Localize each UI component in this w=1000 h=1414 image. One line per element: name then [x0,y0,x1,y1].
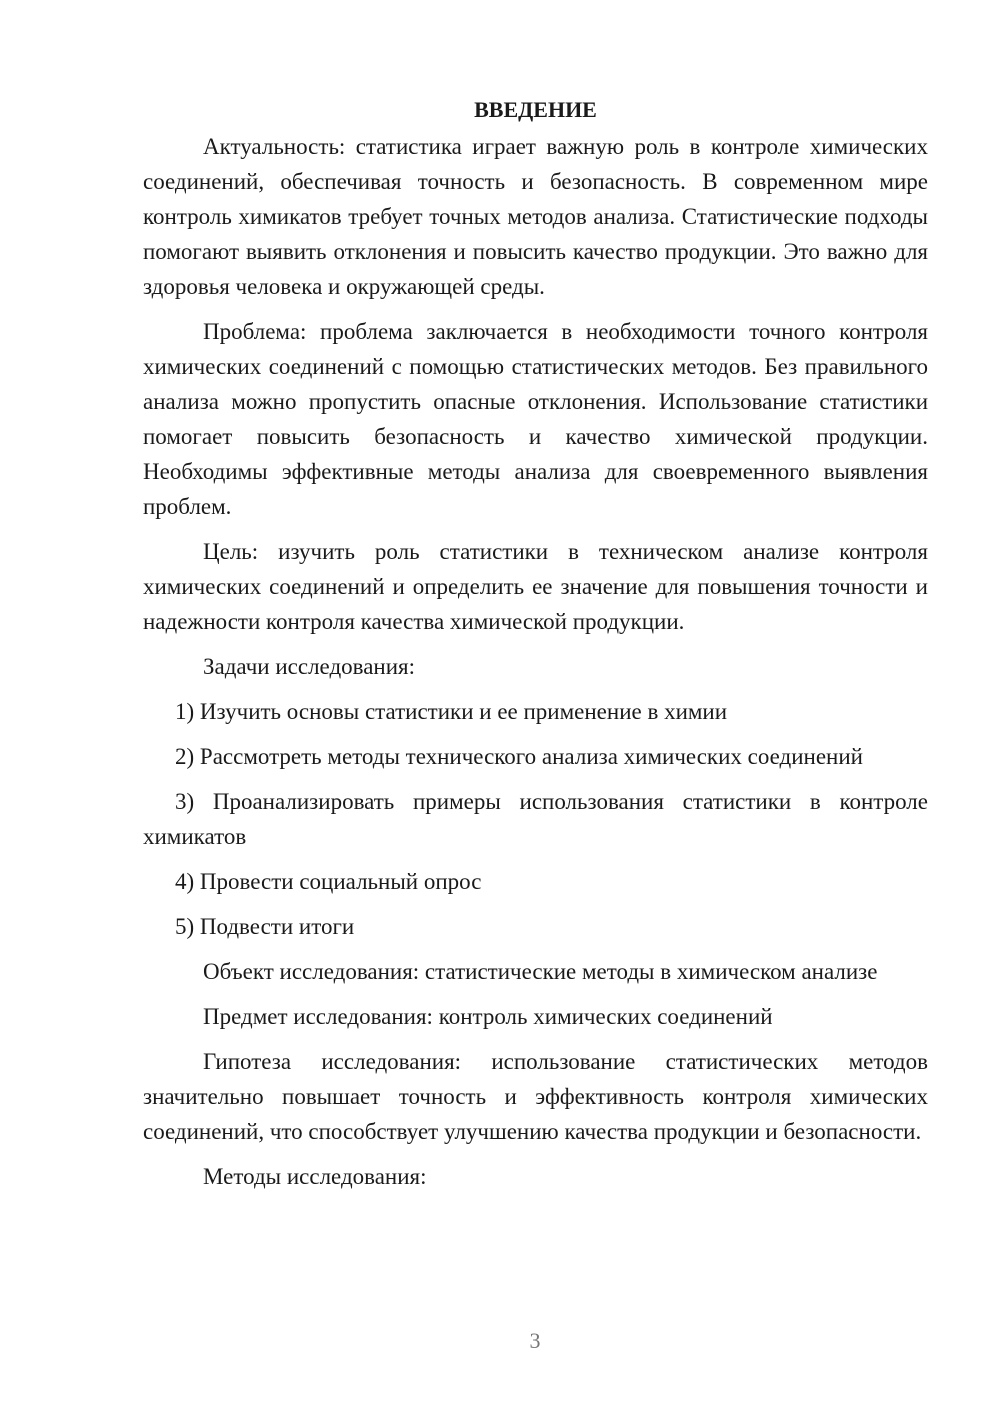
task-item-4: 4) Провести социальный опрос [175,869,482,894]
paragraph-subject: Предмет исследования: контроль химических соединений [203,1004,773,1029]
task-item-1: 1) Изучить основы статистики и ее применение в химии [175,699,728,724]
paragraph-object: Объект исследования: статистические методы в химическом анализе [203,959,878,984]
task-item-2: 2) Рассмотреть методы технического анализа химических соединений [175,744,863,769]
methods-heading: Методы исследования: [203,1164,427,1189]
task-item-5: 5) Подвести итоги [175,914,355,939]
paragraph-problem: Проблема: проблема заключается в необходимости точного контроля химических соединений с помощью статистических методов. Без правильного анализа можно пропустить опасные отклонения. Использование статистики помогает повысить безопасность и качество химической продукции. Необходимы эффективные методы анализа для своевременного выявления проблем. [143,319,928,519]
section-title: ВВЕДЕНИЕ [474,97,597,122]
paragraph-goal: Цель: изучить роль статистики в техническом анализе контроля химических соединений и определить ее значение для повышения точности и надежности контроля качества химической продукции. [143,539,928,634]
paragraph-hypothesis: Гипотеза исследования: использование статистических методов значительно повышает точность и эффективность контроля химических соединений, что способствует улучшению качества продукции и безопасности. [143,1049,928,1144]
page-number: 3 [529,1328,541,1353]
paragraph-relevance: Актуальность: статистика играет важную роль в контроле химических соединений, обеспечивая точность и безопасность. В современном мире контроль химикатов требует точных методов анализа. Статистические подходы помогают выявить отклонения и повысить качество продукции. Это важно для здоровья человека и окружающей среды. [143,134,928,299]
task-item-3: 3) Проанализировать примеры использования статистики в контроле химикатов [143,789,928,849]
page-content [143,92,928,1204]
tasks-heading: Задачи исследования: [203,654,416,679]
